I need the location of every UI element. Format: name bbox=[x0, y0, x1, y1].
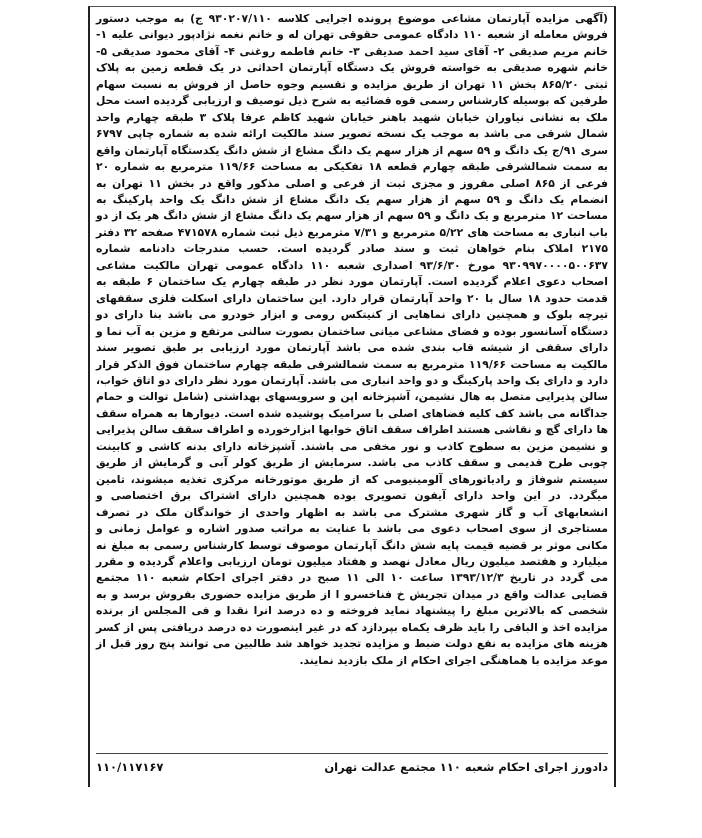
notice-code: ۱۱۰/۱۱۷۱۶۷ bbox=[96, 760, 164, 774]
notice-paragraph: (آگهی مزایده آپارتمان مشاعی موضوع پرونده اجرایی کلاسه ۹۳۰۲۰۷/۱۱۰ ج) به موجب دستور فروش معامله از شعبه ۱۱۰ دادگاه عمومی حقوقی تهران له و خانم نغمه نژادپور دیوانی علیه ۱- خانم مریم صدیقی ۲- آقای سید احمد صدیقی ۳- خانم فاطمه روغنی ۴- آقای محمود صدیقی ۵- خانم شهره صدیقی به خواسته فروش یک دستگاه آپارتمان احداثی در یک قطعه زمین به پلاک ثبتی ۸۶۵/۲۰ بخش ۱۱ تهران از طریق مزایده و تقسیم وجوه حاصل از فروش به نسبت سهام طرفین که بوسیله کارشناس رسمی قوه قضائیه به شرح ذیل توصیف و ارزیابی گردیده است محل ملک به نشانی نیاوران خیابان شهید باهنر خیابان شهید کاظم عرفا پلاک ۳ طبقه چهارم واحد شمال شرقی می باشد به موجب یک نسخه تصویر سند مالکیت ارائه شده به شماره چاپی ۶۷۹۷ سری ۹۱/ج یک دانگ و ۵۹ سهم از هزار سهم یک دانگ مشاع از شش دانگ یکدستگاه آپارتمان واقع به سمت شمالشرقی طبقه چهارم قطعه ۱۸ تفکیکی به مساحت ۱۱۹/۶۶ مترمربع به شماره ۲۰ فرعی از ۸۶۵ اصلی مفروز و مجزی ثبت از فرعی و اصلی مذکور واقع در بخش ۱۱ تهران به انضمام یک دانگ و ۵۹ سهم از هزار سهم یک دانگ مشاع از شش دانگ یک واحد پارکینگ به مساحت ۱۲ مترمربع و یک دانگ و ۵۹ سهم از هزار سهم یک دانگ مشاع از شش دانگ هر یک از دو باب انباری به مساحت های ۵/۲۲ مترمربع و ۷/۳۱ مترمربع ذیل ثبت شماره ۴۷۱۵۷۸ صفحه ۳۲ دفتر ۲۱۷۵ املاک بنام خواهان ثبت و سند صادر گردیده است. حسب مندرجات دادنامه شماره ۹۳۰۹۹۷۰۰۰۰۵۰۰۶۳۷ مورخ ۹۳/۶/۳۰ اصداری شعبه ۱۱۰ دادگاه عمومی تهران مالکیت مشاعی اصحاب دعوی اعلام گردیده است. آپارتمان مورد نظر در طبقه چهارم یک ساختمان ۶ طبقه به قدمت حدود ۱۸ سال با ۲۰ واحد آپارتمان قرار دارد. این ساختمان دارای اسکلت فلزی سقفهای تیرچه بلوک و همچنین دارای نماهایی از کنیتکس رومی و ابزار خودرو می باشد بنا دارای دو دستگاه آسانسور بوده و فضای مشاعی میانی ساختمان بصورت سالنی مرتفع و مزین به آب نما و دارای سقفی از شیشه قاب بندی شده می باشد آپارتمان مورد ارزیابی بر طبق تصویر سند مالکیت به مساحت ۱۱۹/۶۶ مترمربع به سمت شمالشرقی طبقه چهارم ساختمان فوق الذکر قرار دارد و دارای یک واحد پارکینگ و دو واحد انباری می باشد. آپارتمان مورد نظر دارای دو اتاق خواب، سالن پذیرایی متصل به هال نشیمن، آشپزخانه اپن و سرویسهای بهداشتی (شامل توالت و حمام جداگانه می باشد کف کلیه فضاهای اصلی با سرامیک پوشیده شده است. دیوارها به همراه سقف ها دارای گچ و نقاشی هستند اطراف سقف اتاق خوابها ابزارخورده و اطراف سقف سالن پذیرایی و نشیمن مزین به سطوح کاذب و نور مخفی می باشند. آشپزخانه دارای بدنه کاشی و کابینت چوبی طرح قدیمی و سقف کاذب می باشد. سرمایش از طریق کولر آبی و گرمایش از طریق سیستم شوفاژ و رادیاتورهای آلومینیومی که از طریق موتورخانه مرکزی تغذیه میشوند، تامین میگردد. در این واحد دارای آیفون تصویری بوده همچنین دارای اشتراک برق اختصاصی و انشعابهای آب و گاز شهری مشترک می باشد به اظهار واحدی از خواندگان ملک در تصرف مستاجری از سوی اصحاب دعوی می باشد با عنایت به مراتب صدور اشاره و عوامل زمانی و مکانی موثر بر قضیه قیمت پایه شش دانگ آپارتمان موصوف توسط کارشناس رسمی به مبلغ نه میلیارد و هفتصد میلیون ریال معادل نهصد و هفتاد میلیون تومان ارزیابی واعلام گردیده و مقرر می گردد در تاریخ ۱۳۹۳/۱۲/۳ ساعت ۱۰ الی ۱۱ صبح در دفتر اجرای احکام شعبه ۱۱۰ مجتمع قضایی عدالت واقع در میدان تجریش خ فناخسرو ا از طریق مزایده حضوری بفروش برسد و به شخصی که بالاترین مبلغ را پیشنهاد نماید فروخته و ده درصد انرا نقدا و فی المجلس از برنده مزایده اخذ و الباقی را باید ظرف یکماه بپردازد که در غیر اینصورت ده درصد دریافتی پس از کسر هزینه های مزایده به نفع دولت ضبط و مزایده تجدید خواهد شد طالبین می توانند پنج روز قبل از موعد مزایده با هماهنگی اجرای احکام از ملک بازدید نمایند. bbox=[96, 12, 609, 667]
newspaper-clipping bbox=[88, 6, 616, 787]
notice-footer bbox=[96, 753, 608, 778]
notice-issuer: دادورز اجرای احکام شعبه ۱۱۰ مجتمع عدالت تهران bbox=[324, 760, 608, 774]
auction-notice-text bbox=[96, 11, 608, 669]
